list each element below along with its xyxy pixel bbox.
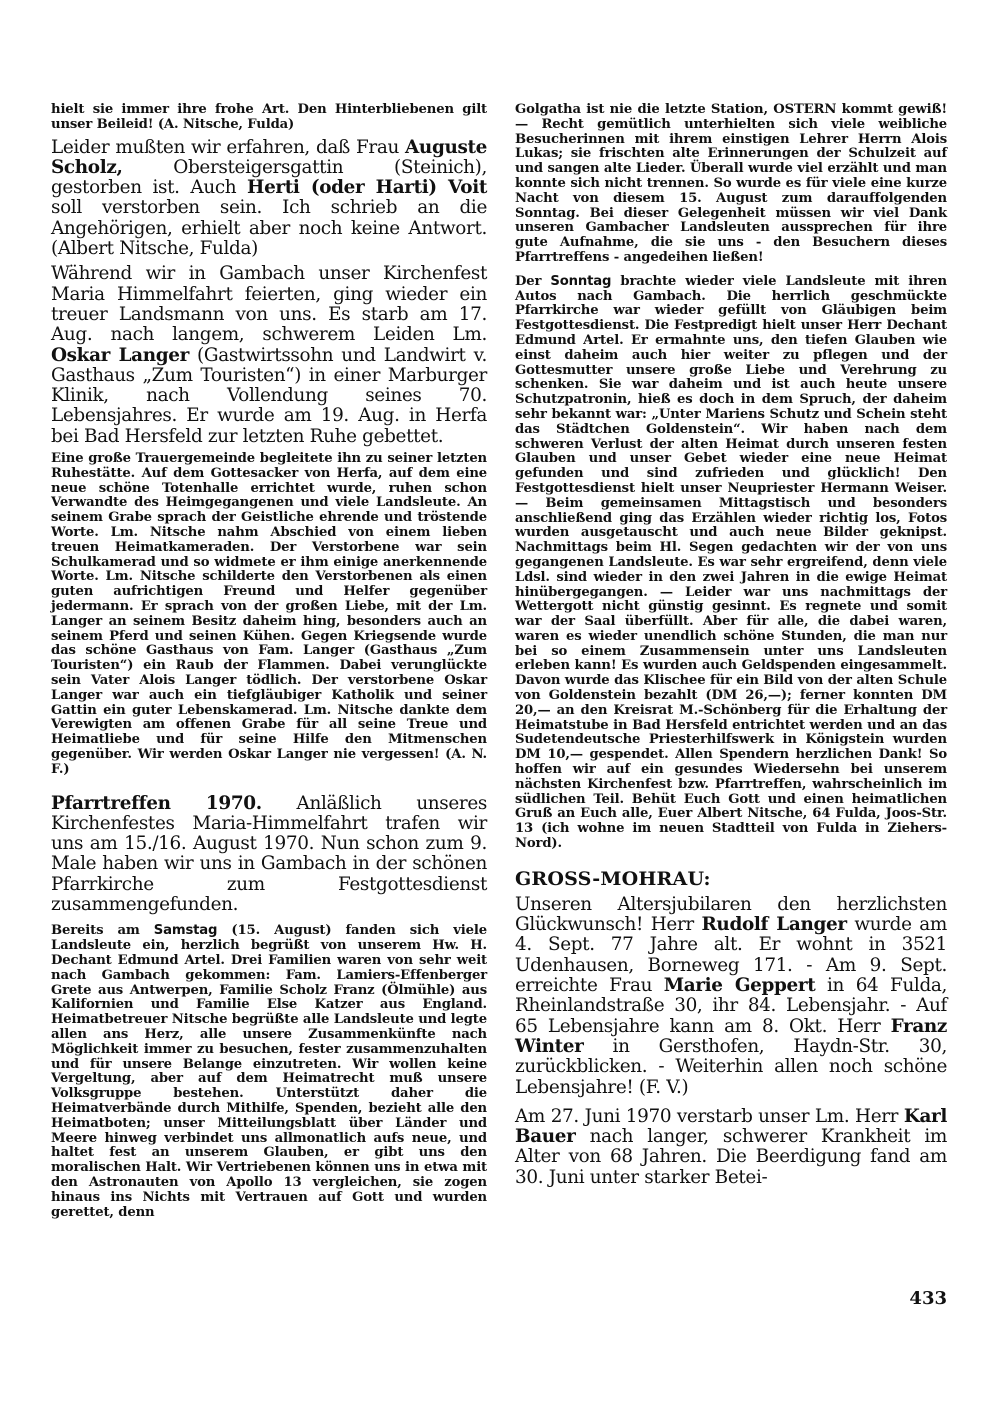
samstag-report-paragraph: Bereits am Samstag (15. August) fanden sich viele Landsleute ein, herzlich begrüßt von unserem Hw. H. Dechant Edmund Artel. Drei Familien waren von sehr weit nach Gambach gekommen: Fam. Lamiers-Effenberger Grete aus Antwerpen, Familie Scholz Franz (Ölmühle) aus Kalifornien und Familie Else Katzer aus England. Heimatbetreuer Nitsche begrüßte alle Landsleute und legte allen ans Herz, alle unsere Zusammenkünfte nach Möglichkeit immer zu besuchen, fester zusammenzuhalten und für unsere Belange einzutreten. Wir wollen keine Vergeltung, aber auf dem Heimatrecht muß unsere Volksgruppe bestehen. Unterstützt daher die Heimatverbände durch Mithilfe, Spenden, bezieht alle den Heimatboten; unser Mitteilungsblatt über Länder und Meere hinweg verbindet uns allmonatlich aufs neue, und haltet fest an unserem Glauben, er gibt uns den moralischen Halt. Wir Vertriebenen können uns in etwa mit den Astronauten von Apollo 13 vergleichen, sie zogen hinaus ins Nichts mit Vertrauen auf Gott und wurden gerettet, denn [51,923,487,1220]
right-column [515,103,947,1188]
golgatha-paragraph: Golgatha ist nie die letzte Station, OSTERN kommt gewiß! — Recht gemütlich unterhielten sich viele weibliche Besucherinnen mit ihrem einstigen Lehrer Herrn Alois Lukas; sie frischten alte Erinnerungen der Schulzeit auf und sangen alte Lieder. Überall wurde viel erzählt und man konnte sich nicht trennen. So wurde es für viele eine kurze Nacht von diesem 15. August zum darauffolgenden Sonntag. Bei dieser Gelegenheit müssen wir viel Dank unseren Gambacher Landsleuten aussprechen für ihre gute Aufnahme, die sie uns - den Besuchern dieses Pfarrtreffens - angedeihen ließen! [515,102,947,265]
name-karl-bauer: Karl Bauer [515,1105,947,1148]
pfarrtreffen-intro: Pfarrtreffen 1970. Anläßlich unseres Kirchenfestes Maria-Himmelfahrt trafen wir uns am 15./16. August 1970. Nun schon zum 9. Male haben wir uns in Gambach in der schönen Pfarrkirche zum Festgottesdienst zusammengefunden. [51,792,487,916]
oskar-langer-obituary: Während wir in Gambach unser Kirchenfest Maria Himmelfahrt feierten, ging wieder ein treuer Landsmann von uns. Es starb am 17. Aug. nach langem, schwerem Leiden Lm. Oskar Langer (Gastwirtssohn und Landwirt v. Gasthaus „Zum Touristen“) in einer Marburger Klinik, nach Vollendung seines 70. Lebensjahres. Er wurde am 19. Aug. in Herfa bei Bad Hersfeld zur letzten Ruhe gebettet. [51,263,487,447]
karl-bauer-obituary: Am 27. Juni 1970 verstarb unser Lm. Herr Karl Bauer nach langer, schwerer Krankheit im Alter von 68 Jahren. Die Beerdigung fand am 30. Juni unter starker Betei- [515,1105,947,1188]
name-marie-geppert: Marie Geppert [663,975,816,997]
name-herti-voit: Herti (oder Harti) Voit [247,177,487,199]
scholz-voit-notice: Leider mußten wir erfahren, daß Frau Auguste Scholz, Obersteigersgattin (Steinich), gestorben ist. Auch Herti (oder Harti) Voit soll verstorben sein. Ich schrieb an die Angehörigen, erhielt aber noch keine Antwort. (Albert Nitsche, Fulda) [51,136,487,260]
pfarrtreffen-heading: Pfarrtreffen 1970. [51,792,262,814]
name-franz-winter: Franz Winter [515,1015,947,1057]
funeral-report-paragraph: Eine große Trauergemeinde begleitete ihn zu seiner letzten Ruhestätte. Auf dem Gottesacker von Herfa, auf dem eine neue schöne Totenhalle errichtet wurde, ruhen schon Verwandte des Heimgegangenen und viele Landsleute. An seinem Grabe sprach der Geistliche ehrende und tröstende Worte. Lm. Nitsche nahm Abschied von einem lieben treuen Heimatkameraden. Der Verstorbene war sein Schulkamerad und so widmete er ihm einige anerkennende Worte. Lm. Nitsche schilderte den Verstorbenen als einen guten aufrichtigen Freund und Helfer gegenüber jedermann. Er sprach von der großen Liebe, mit der Lm. Langer an seinem Besitz daheim hing, besonders auch an seinem Pferd und seinen Kühen. Gegen Kriegsende wurde das schöne Gasthaus von Fam. Langer (Gasthaus „Zum Touristen“) ein Raub der Flammen. Dabei verunglückte sein Vater Alois Langer tödlich. Der verstorbene Oskar Langer war auch ein tiefgläubiger Katholik und seiner Gattin ein guter Lebenskamerad. Lm. Nitsche dankte dem Verewigten am offenen Grabe für all seine Treue und Heimatliebe und für seine Hilfe den Mitmenschen gegenüber. Wir werden Oskar Langer nie vergessen! (A. N. F.) [51,451,487,777]
left-column [51,103,487,1220]
page-number: 433 [909,1288,947,1309]
birthday-congratulations: Unseren Altersjubilaren den herzlichsten Glückwunsch! Herr Rudolf Langer wurde am 4. Sept. 77 Jahre alt. Er wohnt in 3521 Udenhausen, Borneweg 171. - Am 9. Sept. erreichte Frau Marie Geppert in 64 Fulda, Rheinlandstraße 30, ihr 84. Lebensjahr. - Auf 65 Lebensjahre kann am 8. Okt. Herr Franz Winter in Gersthofen, Haydn-Str. 30, zurückblicken. - Weiterhin allen noch schöne Lebensjahre! (F. V.) [515,893,947,1098]
keyword-sonntag: Sonntag [550,273,612,289]
section-heading-gross-mohrau: GROSS-MOHRAU: [515,867,711,890]
sonntag-report-paragraph: Der Sonntag brachte wieder viele Landsleute mit ihren Autos nach Gambach. Die herrlich geschmückte Pfarrkirche war wieder gefüllt von Gläubigen beim Festgottesdienst. Die Festpredigt hielt unser Herr Dechant Edmund Artel. Er ermahnte uns, den tiefen Glauben wie einst daheim auch hier weiter zu pflegen und der Gottesmutter unsere große Liebe und Verehrung zu schenken. Sie war daheim und ist auch heute unsere Schutzpatronin, hieß es doch in dem Spruch, der daheim sehr bekannt war: „Unter Mariens Schutz und Schein steht das Städtchen Goldenstein“. Wir haben nach dem schweren Verlust der alten Heimat durch unseren festen Glauben und unser Gebet wieder eine neue Heimat gefunden und sind zufrieden und glücklich! Den Festgottesdienst hielt unser Neupriester Hermann Weiser. — Beim gemeinsamen Mittagstisch und besonders anschließend ging das Erzählen wieder richtig los, Fotos wurden ausgetauscht und auch neue Bilder geknipst. Nachmittags beim Hl. Segen gedachten wir der von uns gegangenen Landsleute. Es war sehr ergreifend, denn viele Ldsl. sind wieder in den zwei Jahren in die ewige Heimat hinübergegangen. — Leider war uns nachmittags der Wettergott nicht günstig gesinnt. Es regnete und somit war der Saal überfüllt. Aber für alle, die dabei waren, waren es wieder unendlich schöne Stunden, die man nur bei so einem Zusammensein unter uns Landsleuten erleben kann! Es wurden auch Geldspenden eingesammelt. Davon wurde das Klischee für ein Bild von der alten Schule von Goldenstein bezahlt (DM 26,—); ferner konnten DM 20,— an den Kreisrat M.-Schönberg für die Erhaltung der Heimatstube in Bad Hersfeld entrichtet werden und an das Sudetendeutsche Priesterhilfswerk in Königstein wurden DM 10,— gespendet. Allen Spendern herzlichen Dank! So hoffen wir auf ein gesundes Wiedersehn bei unserem nächsten Kirchenfest bzw. Pfarrtreffen, wahrscheinlich im südlichen Teil. Behüt Euch Gott und einen heimatlichen Gruß an Euch alle, Euer Albert Nitsche, 64 Fulda, Joos-Str. 13 (ich wohne im neuen Stadtteil von Fulda in Ziehers-Nord). [515,273,947,852]
name-oskar-langer: Oskar Langer [51,344,189,366]
keyword-samstag: Samstag [153,923,218,939]
name-rudolf-langer: Rudolf Langer [701,914,847,936]
name-auguste-scholz: Auguste Scholz, [51,136,487,178]
obituary-closing-paragraph: hielt sie immer ihre frohe Art. Den Hinterbliebenen gilt unser Beileid! (A. Nitsche, Fulda) [51,102,487,132]
